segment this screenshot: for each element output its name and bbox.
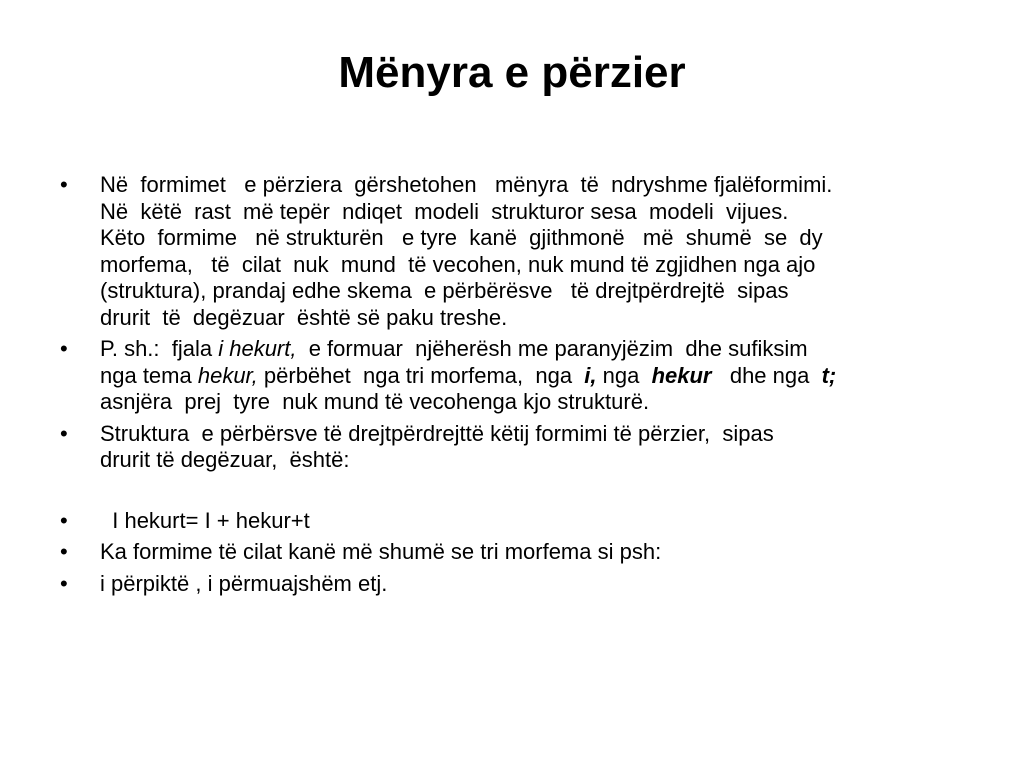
bullet-1-line-3: Këto formime në strukturën e tyre kanë gjithmonë më shumë se dy [100,225,823,250]
bullet-item-1 [60,172,980,331]
bullet-dot-icon: • [60,172,68,197]
bullet-2-bold-italic-term: t; [821,362,837,388]
bullet-3-line-2: drurit të degëzuar, është: [100,447,350,472]
bullet-item-5 [60,539,980,566]
bullet-3-line-1: Struktura e përbërsve të drejtpërdrejttë këtij formimi të përzier, sipas [100,420,774,446]
bullet-5-text: Ka formime të cilat kanë më shumë se tri morfema si psh: [100,539,662,564]
bullet-2-text: nga tema [100,362,198,388]
bullet-2-bold-italic-term: hekur [651,362,712,388]
bullet-6-text: i përpiktë , i përmuajshëm etj. [100,570,388,596]
bullet-2-text: dhe nga [711,362,822,388]
bullet-1-line-1: Në formimet e përziera gërshetohen mënyra të ndryshme fjalëformimi. [100,172,833,197]
bullet-1-line-4: morfema, të cilat nuk mund të vecohen, nuk mund të zgjidhen nga ajo [100,251,816,277]
bullet-dot-icon: • [60,420,68,446]
bullet-item-2 [60,336,980,416]
bullet-2-italic-term: i hekurt, [218,336,297,361]
bullet-1-line-6: drurit të degëzuar është së paku treshe. [100,304,508,330]
bullet-2-text: përbëhet nga tri morfema, nga [257,362,585,388]
bullet-1-line-5: (struktura), prandaj edhe skema e përbërësve të drejtpërdrejtë sipas [100,278,789,303]
bullet-1-line-2: Në këtë rast më tepër ndiqet modeli strukturor sesa modeli vijues. [100,198,789,224]
bullet-2-text: P. sh.: fjala [100,336,219,361]
slide-title: Mënyra e përzier [338,48,686,97]
bullet-2-text: e formuar njëherësh me paranyjëzim dhe sufiksim [296,336,808,361]
bullet-item-3 [60,421,980,474]
bullet-dot-icon: • [60,539,68,564]
bullet-dot-icon: • [60,507,68,533]
bullet-list [60,172,980,602]
bullet-4-formula: I hekurt= I + hekur+t [100,507,310,533]
bullet-dot-icon: • [60,336,68,361]
bullet-item-6 [60,571,980,598]
bullet-2-text: asnjëra prej tyre nuk mund të vecohenga kjo strukturë. [100,389,650,414]
bullet-2-italic-term: hekur, [197,362,258,388]
bullet-2-bold-italic-term: i, [584,362,597,388]
bullet-dot-icon: • [60,570,68,596]
bullet-2-text: nga [596,362,652,388]
bullet-item-4 [60,508,980,535]
